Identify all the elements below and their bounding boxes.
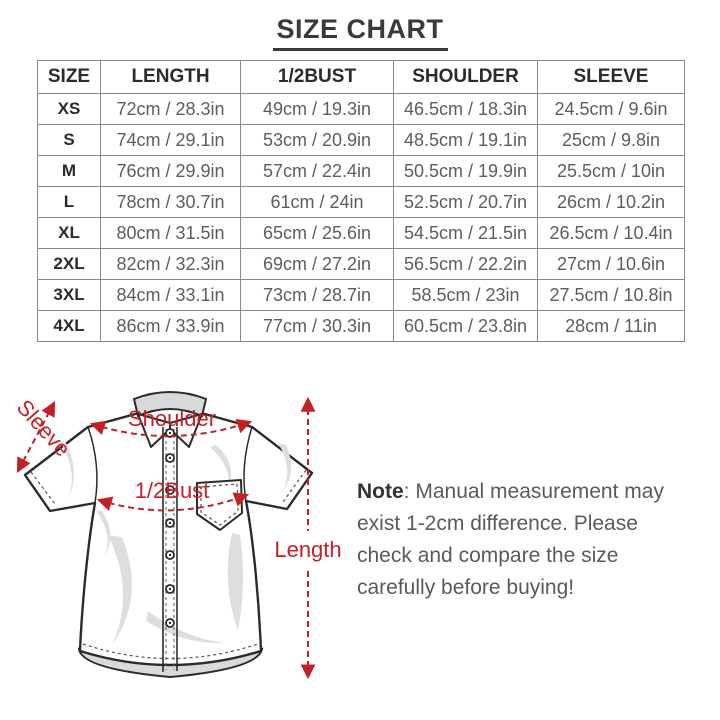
cell-shoulder: 52.5cm / 20.7in [394,187,538,218]
cell-shoulder: 58.5cm / 23in [394,280,538,311]
cell-halfbust: 61cm / 24in [241,187,394,218]
table-row [38,156,685,187]
measurement-note [357,476,675,604]
cell-halfbust: 73cm / 28.7in [241,280,394,311]
cell-length: 84cm / 33.1in [101,280,241,311]
length-label: Length [274,537,342,562]
col-header-length: LENGTH [101,61,241,94]
halfbust-label: 1/2Bust [134,478,210,503]
cell-size: 2XL [38,249,101,280]
cell-halfbust: 69cm / 27.2in [241,249,394,280]
cell-size: L [38,187,101,218]
table-row [38,125,685,156]
cell-size: 4XL [38,311,101,342]
col-header-sleeve: SLEEVE [538,61,685,94]
cell-length: 76cm / 29.9in [101,156,241,187]
cell-length: 80cm / 31.5in [101,218,241,249]
cell-size: XL [38,218,101,249]
cell-size: XS [38,94,101,125]
cell-length: 74cm / 29.1in [101,125,241,156]
cell-halfbust: 65cm / 25.6in [241,218,394,249]
cell-size: S [38,125,101,156]
cell-sleeve: 25cm / 9.8in [538,125,685,156]
cell-size: M [38,156,101,187]
cell-shoulder: 50.5cm / 19.9in [394,156,538,187]
page-title: SIZE CHART [273,14,448,51]
cell-length: 86cm / 33.9in [101,311,241,342]
cell-sleeve: 27.5cm / 10.8in [538,280,685,311]
table-header-row [38,61,685,94]
cell-halfbust: 57cm / 22.4in [241,156,394,187]
cell-sleeve: 25.5cm / 10in [538,156,685,187]
page-title-wrap [0,14,720,51]
cell-sleeve: 24.5cm / 9.6in [538,94,685,125]
col-header-shoulder: SHOULDER [394,61,538,94]
sleeve-label: Sleeve [11,394,76,462]
table-row [38,94,685,125]
table-row [38,311,685,342]
size-table [37,60,685,342]
cell-sleeve: 27cm / 10.6in [538,249,685,280]
cell-shoulder: 48.5cm / 19.1in [394,125,538,156]
cell-length: 72cm / 28.3in [101,94,241,125]
cell-shoulder: 56.5cm / 22.2in [394,249,538,280]
cell-halfbust: 53cm / 20.9in [241,125,394,156]
cell-shoulder: 60.5cm / 23.8in [394,311,538,342]
note-body: : Manual measurement may exist 1-2cm difference. Please check and compare the size carefully before buying! [357,480,664,599]
cell-halfbust: 77cm / 30.3in [241,311,394,342]
table-row [38,280,685,311]
cell-length: 78cm / 30.7in [101,187,241,218]
cell-sleeve: 28cm / 11in [538,311,685,342]
cell-shoulder: 54.5cm / 21.5in [394,218,538,249]
col-header-halfbust: 1/2BUST [241,61,394,94]
table-row [38,187,685,218]
shoulder-label: Shoulder [127,406,217,431]
cell-halfbust: 49cm / 19.3in [241,94,394,125]
col-header-size: SIZE [38,61,101,94]
cell-length: 82cm / 32.3in [101,249,241,280]
note-label: Note [357,480,404,503]
cell-shoulder: 46.5cm / 18.3in [394,94,538,125]
cell-size: 3XL [38,280,101,311]
table-row [38,218,685,249]
shirt-measurement-diagram [0,383,345,705]
cell-sleeve: 26.5cm / 10.4in [538,218,685,249]
table-row [38,249,685,280]
cell-sleeve: 26cm / 10.2in [538,187,685,218]
